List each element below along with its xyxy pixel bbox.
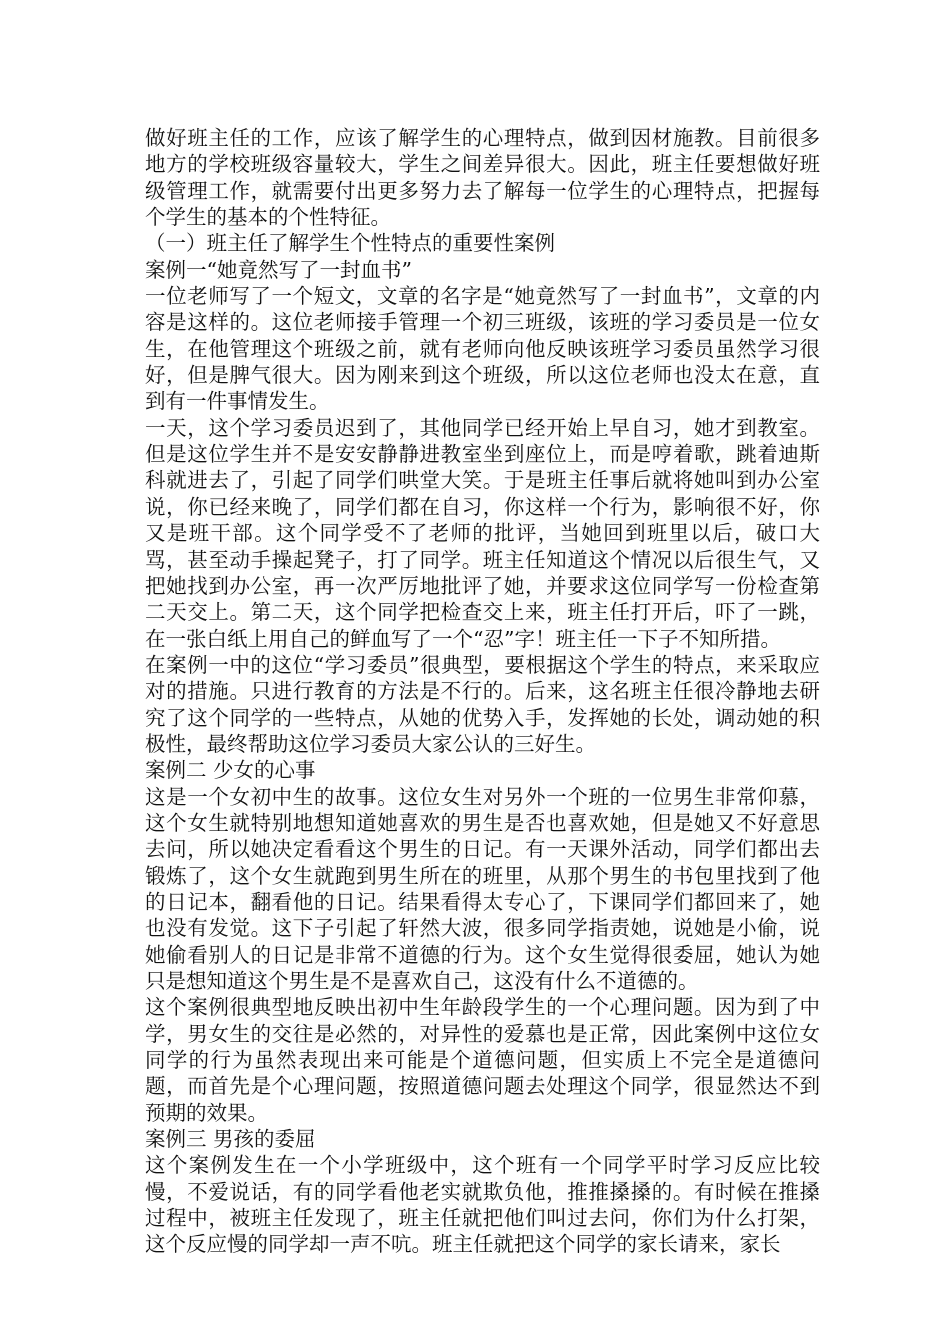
case-two-heading: 案例二 少女的心事 bbox=[145, 758, 316, 783]
document-page bbox=[145, 125, 820, 1258]
case-two-paragraph: 这是一个女初中生的故事。这位女生对另外一个班的一位男生非常仰慕，这个女生就特别地想知道她喜欢的男生是否也喜欢她，但是她又不好意思去问，所以她决定看看这个男生的日记。有一天课外活动，同学们都出去锻炼了，这个女生就跑到男生所在的班里，从那个男生的书包里找到了他的日记本，翻看他的日记。结果看得太专心了，下课同学们都回来了，她也没有发觉。这下子引起了轩然大波，很多同学指责她，说她是小偷，说她偷看别人的日记是非常不道德的行为。这个女生觉得很委屈，她认为她只是想知道这个男生是不是喜欢自己，这没有什么不道德的。 bbox=[145, 784, 820, 993]
case-three-paragraph: 这个案例发生在一个小学班级中，这个班有一个同学平时学习反应比较慢，不爱说话，有的同学看他老实就欺负他，推推搡搡的。有时候在推搡过程中，被班主任发现了，班主任就把他们叫过去问，你们为什么打架，这个反应慢的同学却一声不吭。班主任就把这个同学的家长请来，家长 bbox=[145, 1153, 820, 1257]
intro-paragraph: 做好班主任的工作，应该了解学生的心理特点，做到因材施教。目前很多地方的学校班级容量较大，学生之间差异很大。因此，班主任要想做好班级管理工作，就需要付出更多努力去了解每一位学生的心理特点，把握每个学生的基本的个性特征。 bbox=[145, 126, 820, 230]
section-heading: （一）班主任了解学生个性特点的重要性案例 bbox=[145, 231, 555, 256]
case-one-heading: 案例一“她竟然写了一封血书” bbox=[145, 257, 412, 282]
case-one-paragraph-1: 一位老师写了一个短文，文章的名字是“她竟然写了一封血书”，文章的内容是这样的。这位老师接手管理一个初三班级，该班的学习委员是一位女生，在他管理这个班级之前，就有老师向他反映该班学习委员虽然学习很好，但是脾气很大。因为刚来到这个班级，所以这位老师也没太在意，直到有一件事情发生。 bbox=[145, 284, 820, 414]
case-one-paragraph-2: 一天，这个学习委员迟到了，其他同学已经开始上早自习，她才到教室。但是这位学生并不是安安静静进教室坐到座位上，而是哼着歌，跳着迪斯科就进去了，引起了同学们哄堂大笑。于是班主任事后就将她叫到办公室说，你已经来晚了，同学们都在自习，你这样一个行为，影响很不好，你又是班干部。这个同学受不了老师的批评，当她回到班里以后，破口大骂，甚至动手操起凳子，打了同学。班主任知道这个情况以后很生气，又把她找到办公室，再一次严厉地批评了她，并要求这位同学写一份检查第二天交上。第二天，这个同学把检查交上来，班主任打开后，吓了一跳，在一张白纸上用自己的鲜血写了一个“忍”字！班主任一下子不知所措。 bbox=[145, 415, 820, 651]
case-one-analysis: 在案例一中的这位“学习委员”很典型，要根据这个学生的特点，来采取应对的措施。只进行教育的方法是不行的。后来，这名班主任很冷静地去研究了这个同学的一些特点，从她的优势入手，发挥她的长处，调动她的积极性，最终帮助这位学习委员大家公认的三好生。 bbox=[145, 652, 820, 756]
case-two-analysis: 这个案例很典型地反映出初中生年龄段学生的一个心理问题。因为到了中学，男女生的交往是必然的，对异性的爱慕也是正常，因此案例中这位女同学的行为虽然表现出来可能是个道德问题，但实质上不完全是道德问题，而首先是个心理问题，按照道德问题去处理这个同学，很显然达不到预期的效果。 bbox=[145, 995, 820, 1125]
case-three-heading: 案例三 男孩的委屈 bbox=[145, 1127, 316, 1152]
